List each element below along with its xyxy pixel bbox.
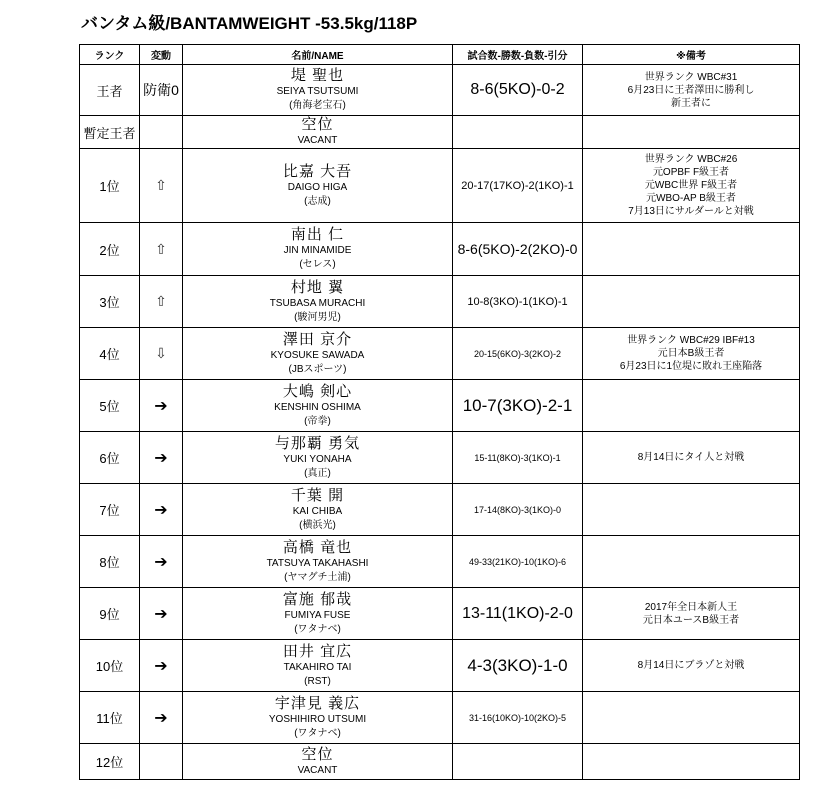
- note-cell: [583, 65, 800, 116]
- boxer-name-ja: 村地 翼: [290, 278, 345, 296]
- table-row: [80, 484, 800, 536]
- boxer-name-en: DAIGO HIGA: [287, 181, 348, 193]
- page-title: バンタム級/BANTAMWEIGHT -53.5kg/118P: [81, 14, 418, 33]
- note-line: 6月23日に王者澤田に勝利し: [627, 84, 755, 96]
- move-arrow: ⇩: [155, 345, 167, 361]
- note-cell: [583, 536, 800, 588]
- arrow-right-icon: [140, 380, 183, 432]
- move-arrow: ➔: [154, 553, 168, 571]
- note-line: 6月23日に1位堤に敗れ王座陥落: [619, 361, 763, 372]
- boxer-name-en: TAKAHIRO TAI: [283, 661, 352, 673]
- record-cell: 8-6(5KO)-2(2KO)-0: [453, 223, 583, 276]
- boxer-name-en: KAI CHIBA: [292, 505, 343, 517]
- move-arrow: ➔: [154, 605, 168, 623]
- rank-cell: 4位: [80, 328, 140, 380]
- boxer-gym: (真正): [304, 467, 331, 479]
- boxer-name-en: TSUBASA MURACHI: [269, 297, 366, 309]
- header-note: ※備考: [583, 45, 800, 65]
- note-line: 元OPBF F級王者: [652, 167, 730, 178]
- header-move: 変動: [140, 45, 183, 65]
- name-cell: [183, 276, 453, 328]
- record-cell: [453, 116, 583, 149]
- move-cell: [140, 116, 183, 149]
- arrow-up-icon: [140, 149, 183, 223]
- move-arrow: ⇧: [155, 177, 167, 193]
- boxer-gym: (帝拳): [304, 415, 331, 427]
- note-line: 元WBO-AP B級王者: [646, 193, 736, 204]
- boxer-name-en: VACANT: [297, 764, 338, 776]
- record-cell: 4-3(3KO)-1-0: [453, 640, 583, 692]
- boxer-name-en: KYOSUKE SAWADA: [270, 349, 365, 361]
- boxer-gym: (ワタナベ): [294, 623, 341, 635]
- name-cell: [183, 484, 453, 536]
- move-cell: [140, 65, 183, 116]
- table-row: [80, 588, 800, 640]
- arrow-right-icon: [140, 692, 183, 744]
- name-cell: [183, 744, 453, 780]
- name-cell: [183, 380, 453, 432]
- note-line: 世界ランク WBC#29 IBF#13: [627, 335, 755, 346]
- move-arrow: ➔: [154, 709, 168, 727]
- note-line: 8月14日にタイ人と対戦: [637, 452, 745, 463]
- name-cell: [183, 536, 453, 588]
- record-cell: 49-33(21KO)-10(1KO)-6: [453, 536, 583, 588]
- record-cell: [453, 744, 583, 780]
- record-cell: 31-16(10KO)-10(2KO)-5: [453, 692, 583, 744]
- note-line: 8月14日にブラゾと対戦: [637, 660, 745, 671]
- name-cell: [183, 692, 453, 744]
- boxer-name-ja: 田井 宜広: [282, 642, 353, 660]
- note-line: 元日本B級王者: [657, 348, 725, 359]
- name-cell: [183, 223, 453, 276]
- note-cell: [583, 640, 800, 692]
- arrow-right-icon: [140, 432, 183, 484]
- table-header-row: [80, 45, 800, 65]
- note-cell: [583, 744, 800, 780]
- rank-cell: 1位: [80, 149, 140, 223]
- note-line: 元日本ユースB級王者: [642, 614, 740, 626]
- boxer-gym: (ワタナベ): [294, 727, 341, 739]
- header-name: 名前/NAME: [183, 45, 453, 65]
- rank-cell: 6位: [80, 432, 140, 484]
- rank-cell: 5位: [80, 380, 140, 432]
- record-cell: 20-15(6KO)-3(2KO)-2: [453, 328, 583, 380]
- rank-cell: 10位: [80, 640, 140, 692]
- boxer-name-en: YOSHIHIRO UTSUMI: [268, 713, 367, 725]
- boxer-gym: (RST): [304, 675, 331, 687]
- header-record: 試合数-勝数-負数-引分: [453, 45, 583, 65]
- move-arrow: ➔: [154, 501, 168, 519]
- note-cell: [583, 276, 800, 328]
- note-line: 世界ランク WBC#26: [644, 154, 738, 165]
- ranking-rows: [80, 65, 800, 780]
- boxer-gym: (ヤマグチ土浦): [284, 571, 351, 583]
- table-row: [80, 380, 800, 432]
- name-cell: [183, 65, 453, 116]
- boxer-gym: (横浜光): [299, 519, 336, 531]
- boxer-name-en: KENSHIN OSHIMA: [274, 401, 361, 413]
- move-text: 防衛0: [143, 82, 179, 98]
- boxer-gym: (JBスポーツ): [288, 363, 347, 375]
- move-arrow: ⇧: [155, 293, 167, 309]
- boxer-name-ja: 大嶋 剣心: [282, 382, 353, 400]
- boxer-name-ja: 南出 仁: [290, 226, 345, 243]
- table-row: [80, 536, 800, 588]
- arrow-right-icon: [140, 588, 183, 640]
- boxer-name-ja: 澤田 京介: [282, 330, 353, 348]
- table-row: [80, 223, 800, 276]
- arrow-up-icon: [140, 276, 183, 328]
- rank-cell: 3位: [80, 276, 140, 328]
- record-cell: 10-8(3KO)-1(1KO)-1: [453, 276, 583, 328]
- rank-cell: 12位: [80, 744, 140, 780]
- boxer-gym: (駿河男児): [294, 311, 341, 323]
- table-row: [80, 692, 800, 744]
- boxer-gym: (セレス): [299, 259, 336, 270]
- table-row: [80, 328, 800, 380]
- note-line: 新王者に: [671, 97, 711, 109]
- name-cell: [183, 328, 453, 380]
- note-cell: [583, 328, 800, 380]
- note-cell: [583, 149, 800, 223]
- boxer-name-en: SEIYA TSUTSUMI: [276, 86, 359, 97]
- arrow-right-icon: [140, 484, 183, 536]
- name-cell: [183, 432, 453, 484]
- move-arrow: ⇧: [155, 240, 167, 257]
- boxer-name-en: JIN MINAMIDE: [283, 245, 352, 256]
- name-cell: [183, 640, 453, 692]
- table-row: [80, 432, 800, 484]
- boxer-name-ja: 比嘉 大吾: [282, 162, 353, 180]
- boxer-name-ja: 富施 郁哉: [282, 590, 353, 608]
- name-cell: [183, 149, 453, 223]
- header-rank: ランク: [80, 45, 140, 65]
- note-line: 7月13日にサルダールと対戦: [628, 206, 754, 217]
- rank-cell: 11位: [80, 692, 140, 744]
- note-line: 世界ランク WBC#31: [644, 71, 738, 83]
- rank-cell: 8位: [80, 536, 140, 588]
- table-row: [80, 149, 800, 223]
- record-cell: 13-11(1KO)-2-0: [453, 588, 583, 640]
- name-cell: [183, 588, 453, 640]
- boxer-name-ja: 千葉 開: [290, 486, 345, 504]
- rank-cell: 暫定王者: [80, 116, 140, 149]
- boxer-name-ja: 宇津見 義広: [274, 694, 361, 712]
- name-cell: [183, 116, 453, 149]
- table-row: [80, 744, 800, 780]
- rank-cell: 2位: [80, 223, 140, 276]
- record-cell: 15-11(8KO)-3(1KO)-1: [453, 432, 583, 484]
- boxer-name-en: TATSUYA TAKAHASHI: [266, 557, 369, 569]
- move-arrow: ➔: [154, 449, 168, 467]
- arrow-down-icon: [140, 328, 183, 380]
- rank-cell: 9位: [80, 588, 140, 640]
- boxer-name-ja: 高橋 竜也: [282, 538, 353, 556]
- note-cell: [583, 484, 800, 536]
- boxer-name-ja: 堤 聖也: [290, 67, 345, 84]
- table-row: [80, 276, 800, 328]
- arrow-right-icon: [140, 536, 183, 588]
- ranking-table: [79, 44, 800, 780]
- record-cell: 8-6(5KO)-0-2: [453, 65, 583, 116]
- move-cell: [140, 744, 183, 780]
- boxer-name-en: YUKI YONAHA: [283, 453, 352, 465]
- rank-cell: 王者: [80, 65, 140, 116]
- table-row: [80, 640, 800, 692]
- note-line: 2017年全日本新人王: [644, 601, 738, 613]
- boxer-name-en: VACANT: [297, 135, 338, 146]
- note-cell: [583, 692, 800, 744]
- move-arrow: ➔: [154, 397, 168, 415]
- note-cell: [583, 380, 800, 432]
- table-row: [80, 65, 800, 116]
- note-cell: [583, 223, 800, 276]
- note-cell: [583, 588, 800, 640]
- note-cell: [583, 116, 800, 149]
- note-line: 元WBC世界 F級王者: [644, 180, 738, 191]
- note-cell: [583, 432, 800, 484]
- boxer-name-en: FUMIYA FUSE: [284, 609, 351, 621]
- boxer-gym: (角海老宝石): [289, 100, 346, 111]
- boxer-gym: (志成): [304, 195, 331, 207]
- rank-cell: 7位: [80, 484, 140, 536]
- table-row: [80, 116, 800, 149]
- arrow-up-icon: [140, 223, 183, 276]
- record-cell: 20-17(17KO)-2(1KO)-1: [453, 149, 583, 223]
- boxer-name-ja: 与那覇 勇気: [274, 434, 361, 452]
- move-arrow: ➔: [154, 657, 168, 675]
- arrow-right-icon: [140, 640, 183, 692]
- boxer-name-ja: 空位: [301, 745, 334, 763]
- boxer-name-ja: 空位: [301, 116, 334, 133]
- record-cell: 17-14(8KO)-3(1KO)-0: [453, 484, 583, 536]
- record-cell: 10-7(3KO)-2-1: [453, 380, 583, 432]
